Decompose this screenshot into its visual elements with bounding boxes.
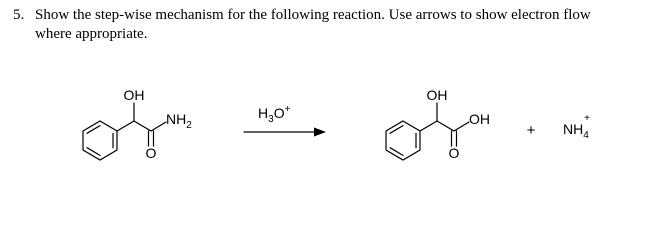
product-hydroxyl-label: OH — [426, 87, 448, 103]
byproduct-subscript: 4 — [583, 130, 589, 141]
question-prompt: Show the step-wise mechanism for the following reaction. Use arrows to show electron flow — [35, 7, 591, 23]
product-carbonyl-label: O — [448, 145, 460, 161]
product-ring-double-bond — [390, 126, 403, 134]
reactant-amine-symbol: NH — [166, 111, 187, 127]
byproduct-base: NH — [563, 121, 584, 137]
reactant-amine-label — [166, 111, 192, 131]
reagent-base: H — [258, 105, 269, 121]
product-acid-oh-label: OH — [469, 111, 490, 127]
byproduct-label — [563, 121, 589, 141]
reactant-carbonyl-label: O — [145, 145, 157, 161]
reagent-subscript: 3 — [268, 114, 274, 125]
plus-sign: + — [526, 122, 536, 139]
reactant-amine-subscript: 2 — [186, 120, 192, 131]
question-number: 5. — [13, 7, 25, 23]
product-bond — [437, 121, 454, 131]
product-benzene-ring — [386, 121, 420, 160]
reagent-charge: + — [284, 104, 291, 115]
reactant-benzene-ring — [83, 121, 117, 160]
byproduct-charge: + — [584, 113, 590, 124]
reactant-bond — [117, 121, 134, 131]
product-acid-bond — [454, 122, 469, 131]
reactant-ring-double-bond — [87, 126, 100, 134]
product-ring-double-bond — [390, 148, 403, 156]
question-line-2: where appropriate. — [35, 26, 148, 42]
reagent-label — [258, 104, 291, 125]
reactant-ring-double-bond — [87, 148, 100, 156]
reactant-bond — [134, 121, 151, 131]
product-bond — [420, 121, 437, 131]
reactant-hydroxyl-label: OH — [123, 87, 145, 103]
reactant-amide-bond — [151, 122, 166, 131]
reaction-arrowhead — [314, 128, 326, 137]
reagent-element: O — [273, 105, 285, 121]
